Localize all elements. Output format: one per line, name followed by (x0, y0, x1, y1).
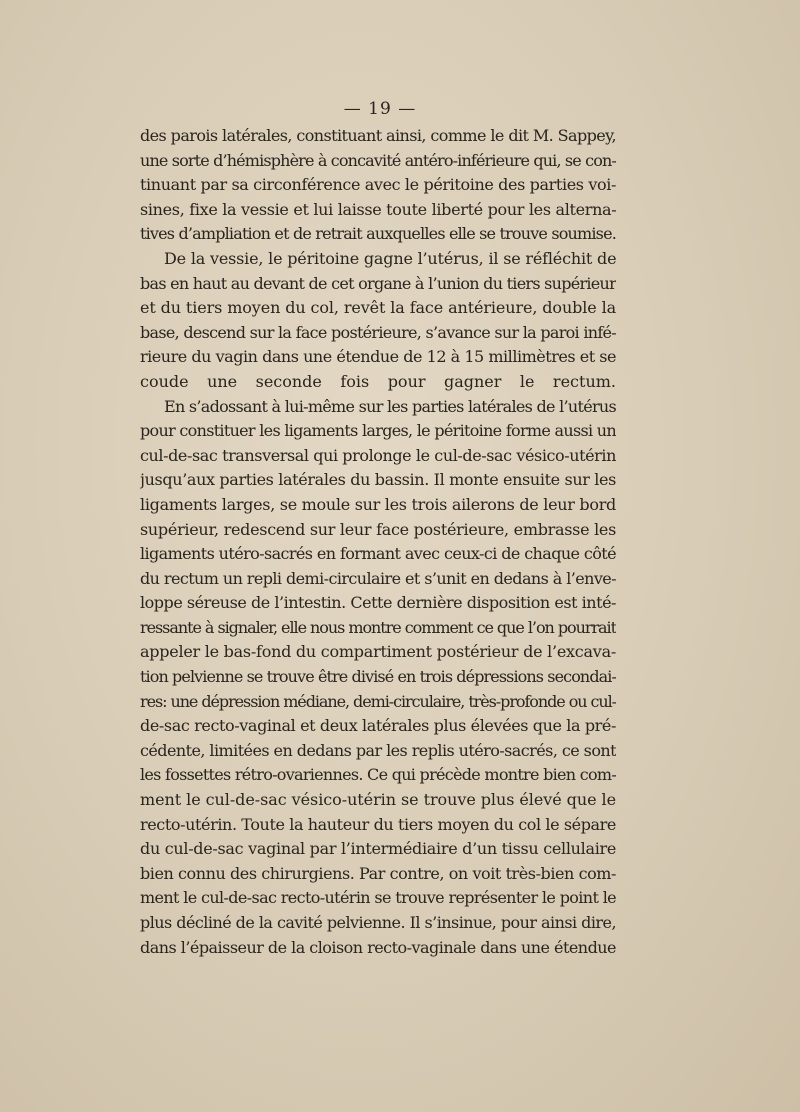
text-line: tives d’ampliation et de retrait auxquelles elle se trouve soumise. (140, 224, 616, 244)
text-line: recto-utérin. Toute la hauteur du tiers moyen du col le sépare (140, 814, 616, 834)
text-line: sines, fixe la vessie et lui laisse toute liberté pour les alterna- (140, 199, 616, 219)
text-line: des parois latérales, constituant ainsi, comme le dit M. Sappey, (140, 126, 616, 145)
body-text (140, 124, 616, 960)
text-line: dans l’épaisseur de la cloison recto-vaginale dans une étendue (140, 937, 616, 957)
text-line: les fossettes rétro-ovariennes. Ce qui précède montre bien com- (140, 765, 616, 785)
text-line: loppe séreuse de l’intestin. Cette dernière disposition est inté- (140, 593, 616, 613)
text-line: coude une seconde fois pour gagner le rectum. (140, 371, 616, 391)
page-number: — 19 — (343, 99, 417, 119)
text-line: De la vessie, le péritoine gagne l’utérus, il se réfléchit de (164, 248, 616, 268)
text-line: tinuant par sa circonférence avec le péritoine des parties voi- (140, 175, 616, 195)
text-line: En s’adossant à lui-même sur les parties latérales de l’utérus (164, 396, 616, 416)
text-line: ressante à signaler, elle nous montre comment ce que l’on pourrait (140, 617, 616, 637)
text-line: jusqu’aux parties latérales du bassin. Il monte ensuite sur les (140, 470, 616, 490)
text-line: cédente, limitées en dedans par les replis utéro-sacrés, ce sont (140, 740, 616, 760)
text-line: bien connu des chirurgiens. Par contre, on voit très-bien com- (140, 863, 616, 883)
text-line: appeler le bas-fond du compartiment postérieur de l’excava- (140, 642, 616, 662)
text-line: plus décliné de la cavité pelvienne. Il s’insinue, pour ainsi dire, (140, 913, 616, 932)
text-line: base, descend sur la face postérieure, s’avance sur la paroi infé- (140, 322, 616, 342)
text-line: bas en haut au devant de cet organe à l’union du tiers supérieur (140, 273, 616, 293)
text-line: du cul-de-sac vaginal par l’intermédiaire d’un tissu cellulaire (140, 839, 616, 859)
text-line: ligaments larges, se moule sur les trois ailerons de leur bord (140, 494, 616, 514)
text-line: cul-de-sac transversal qui prolonge le cul-de-sac vésico-utérin (140, 445, 616, 465)
text-line: supérieur, redescend sur leur face postérieure, embrasse les (140, 519, 616, 539)
text-line: ligaments utéro-sacrés en formant avec ceux-ci de chaque côté (140, 544, 616, 564)
text-line: rieure du vagin dans une étendue de 12 à 15 millimètres et se (140, 347, 616, 367)
text-line: tion pelvienne se trouve être divisé en trois dépressions secondai- (140, 667, 616, 687)
text-line: une sorte d’hémisphère à concavité antéro-inférieure qui, se con- (140, 150, 616, 170)
text-line: pour constituer les ligaments larges, le péritoine forme aussi un (140, 421, 616, 441)
text-line: du rectum un repli demi-circulaire et s’unit en dedans à l’enve- (140, 568, 616, 588)
text-line: de-sac recto-vaginal et deux latérales plus élevées que la pré- (140, 716, 616, 736)
text-line: ment le cul-de-sac vésico-utérin se trouve plus élevé que le (140, 790, 616, 810)
text-line: ment le cul-de-sac recto-utérin se trouve représenter le point le (140, 888, 616, 908)
text-line: et du tiers moyen du col, revêt la face antérieure, double la (140, 298, 616, 318)
text-line: res: une dépression médiane, demi-circulaire, très-profonde ou cul- (140, 691, 616, 711)
